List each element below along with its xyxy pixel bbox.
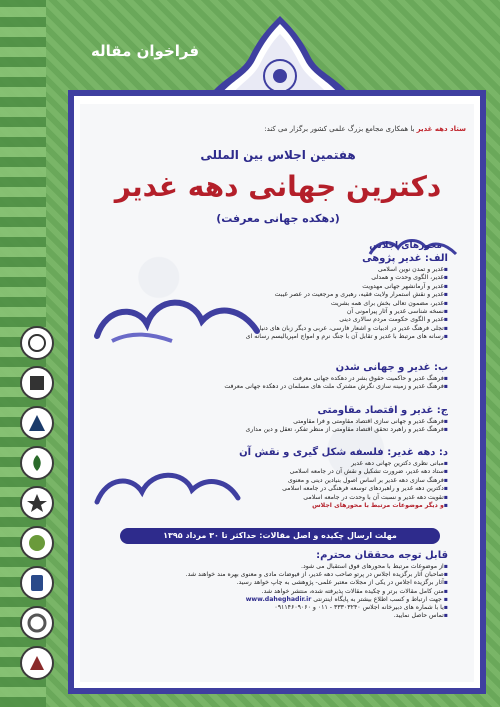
notes-title: قابل توجه محققان محترم: xyxy=(316,550,448,561)
section-b xyxy=(118,362,448,392)
section-d-item: ▪ تقویت دهه غدیر و نسبت آن با وحدت در جامعه اسلامی xyxy=(118,494,448,502)
section-c xyxy=(118,405,448,435)
section-d-extra: ▪ و دیگر موضوعات مرتبط با محورهای اجلاس xyxy=(118,502,448,510)
section-b-item: ▪ فرهنگ غدیر و زمینه سازی نگرش مشترک ملت های مسلمان در دهکده جهانی معرفت xyxy=(118,383,448,391)
note-item: ▪ متن کامل مقالات برتر و چکیده مقالات پذیرفته شده، منتشر خواهد شد. xyxy=(118,588,448,596)
section-a-item: ▪ غدیر و تمدن نوین اسلامی xyxy=(118,266,448,274)
note-item: ▪ صاحبان آثار برگزیده اجلاس در پرتو صاحب دهه غدیر، از فیوضات مادی و معنوی بهره مند خواهند شد. xyxy=(118,571,448,579)
website-link[interactable]: www.daheghadir.ir xyxy=(245,595,312,603)
section-c-item: ▪ فرهنگ غدیر و جهانی سازی اقتصاد مقاومتی و فرا مقاومتی xyxy=(118,418,448,426)
sponsor-logos xyxy=(18,326,56,686)
section-c-title: ج: غدیر و اقتصاد مقاومتی xyxy=(317,405,448,416)
section-a-item: ▪ تجلی فرهنگ غدیر در ادبیات و اشعار فارسی، عربی و دیگر زبان های دنیا xyxy=(118,325,448,333)
note-item: ▪ از موضوعات مرتبط با محورهای فوق استقبال می شود. xyxy=(118,563,448,571)
host-line xyxy=(90,125,466,133)
section-a-item: ▪ غدیر، مضمون تعالی بخش برای همه بشریت xyxy=(118,300,448,308)
note-item-contact xyxy=(118,596,448,604)
section-d xyxy=(118,447,448,510)
deadline-banner: مهلت ارسال چکیده و اصل مقالات: حداکثر تا ۳۰ مرداد ۱۳۹۵ xyxy=(120,528,440,544)
sponsor-logo-icon xyxy=(20,566,54,600)
notes-section xyxy=(118,550,448,620)
sponsor-logo-icon xyxy=(20,486,54,520)
section-a-item: ▪ غدیر و الگوی حکومت مردم سالاری دینی xyxy=(118,316,448,324)
section-d-item: ▪ ستاد دهه غدیر، ضرورت تشکیل و نقش آن در جامعه اسلامی xyxy=(118,468,448,476)
sponsor-logo-icon xyxy=(20,646,54,680)
section-d-item: ▪ مبانی نظری دکترین جهانی دهه غدیر xyxy=(118,460,448,468)
section-a-item: ▪ غدیر، الگوی وحدت و همدلی xyxy=(118,274,448,282)
session-title: هفتمین اجلاس بین المللی xyxy=(200,148,356,162)
note-item: ▪ آثار برگزیده اجلاس در یکی از مجلات معتبر علمی- پژوهشی به چاپ خواهد رسید. xyxy=(118,579,448,587)
host-line-text: با همکاری مجامع بزرگ علمی کشور برگزار می کند: xyxy=(264,125,415,133)
host-organization: ستاد دهه غدیر xyxy=(416,125,466,133)
section-a-item: ▪ رسانه های مرتبط با غدیر و تقابل آن با جنگ نرم و امواج امپریالیسم رسانه ای xyxy=(118,333,448,341)
sponsor-logo-icon xyxy=(20,406,54,440)
section-a-title: الف: غدیر پژوهی xyxy=(362,253,448,264)
note-contact-tail: ▪ تماس حاصل نمایید. xyxy=(118,612,448,620)
sponsor-logo-icon xyxy=(20,526,54,560)
main-title: دکترین جهانی دهه غدیر xyxy=(114,170,442,203)
subtitle: (دهکده جهانی معرفت) xyxy=(216,212,340,225)
section-a-item: ▪ نسخه شناسی غدیر و آثار پیرامونی آن xyxy=(118,308,448,316)
note-contact-text: جهت ارتباط و کسب اطلاع بیشتر به پایگاه اینترنتی xyxy=(313,595,442,603)
section-a xyxy=(118,253,448,342)
section-a-item: ▪ غدیر و نقش استمرار ولایت فقیه، رهبری و مرجعیت در عصر غیبت xyxy=(118,291,448,299)
section-d-item: ▪ دکترین دهه غدیر و راهبردهای توسعه فرهنگی در جامعه اسلامی xyxy=(118,485,448,493)
sponsor-logo-icon xyxy=(20,446,54,480)
axes-heading: محورهای اجلاس xyxy=(369,241,442,251)
section-c-item: ▪ فرهنگ غدیر و راهبرد تحقق اقتصاد مقاومتی از منظر تفکر، تعقل و دین مداری xyxy=(118,426,448,434)
sponsor-logo-icon xyxy=(20,606,54,640)
sponsor-logo-icon xyxy=(20,366,54,400)
section-a-item: ▪ غدیر و آرمانشهر جهانی مهدویت xyxy=(118,283,448,291)
section-b-item: ▪ فرهنگ غدیر و حاکمیت حقوق بشر در دهکده جهانی معرفت xyxy=(118,375,448,383)
note-contact-numbers: ▪ یا با شماره های دبیرخانه اجلاس ۳۳۳۰۳۲۴۰ - ۰۱۱ و ۰۹۱۱۴۶۰۹۰۶۰ xyxy=(118,604,448,612)
section-d-title: د: دهه غدیر: فلسفه شکل گیری و نقش آن xyxy=(239,447,448,458)
call-for-papers-title: فراخوان مقاله xyxy=(90,42,200,60)
sponsor-logo-icon xyxy=(20,326,54,360)
section-d-item: ▪ فرهنگ سازی دهه غدیر بر اساس اصول بنیادین دینی و معنوی xyxy=(118,477,448,485)
section-b-title: ب: غدیر و جهانی شدن xyxy=(335,362,448,373)
